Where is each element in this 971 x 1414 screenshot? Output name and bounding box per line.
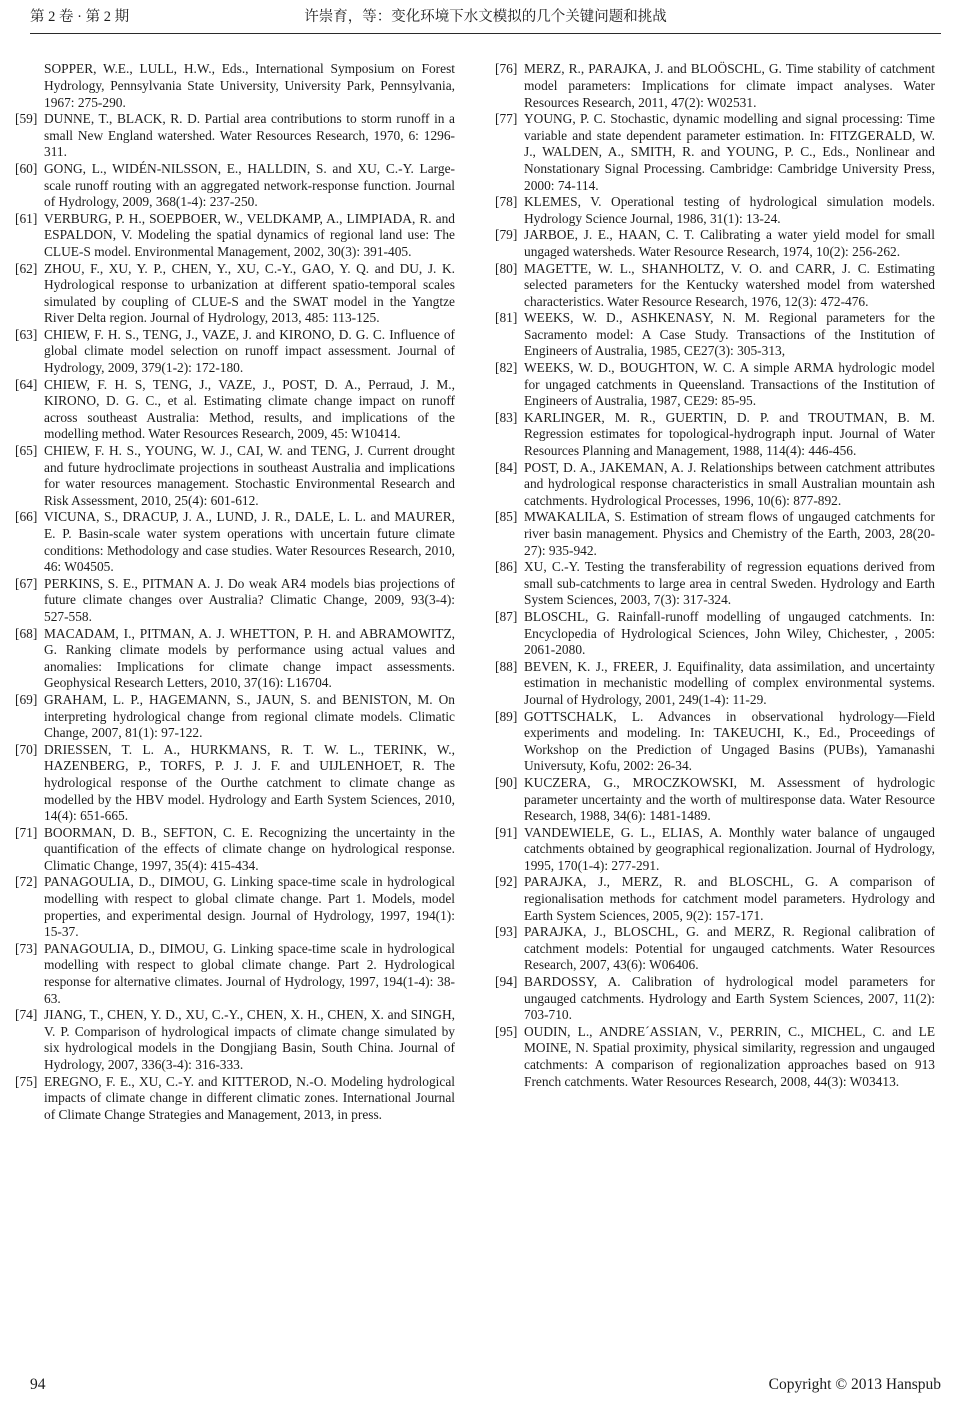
reference-item: [15, 261, 455, 327]
reference-item: [15, 111, 455, 161]
reference-text: DRIESSEN, T. L. A., HURKMANS, R. T. W. L., TERINK, W., HAZENBERG, P., TORFS, P. J. J. F. and UIJLENHOET, R. The hydrological response of the Ourthe catchment to climate change as modelled by the HBV model. Hydrology and Earth System Sciences, 2010, 14(4): 651-665.: [44, 741, 455, 824]
reference-number: [65]: [15, 443, 38, 459]
reference-text: PARAJKA, J., BLOSCHL, G. and MERZ, R. Regional calibration of catchment models: Potential for ungauged catchments. Water Resources Research, 2007, 43(6): W06406.: [524, 924, 935, 973]
reference-number: [78]: [495, 194, 518, 210]
reference-text: XU, C.-Y. Testing the transferability of regression equations derived from small sub-catchments to large area in central Sweden. Hydrology and Earth System Sciences, 2003, 7(3): 317-324.: [524, 559, 935, 608]
reference-text: KUCZERA, G., MROCZKOWSKI, M. Assessment of hydrologic parameter uncertainty and the worth of multiresponse data. Water Resource Research, 1988, 34(6): 1481-1489.: [524, 774, 935, 824]
reference-text: CHIEW, F. H. S., TENG, J., VAZE, J. and KIRONO, D. G. C. Influence of global climate model selection on runoff impact assessment. Journal of Hydrology, 2009, 379(1-2): 172-180.: [44, 326, 455, 376]
reference-item: [495, 659, 935, 709]
reference-number: [80]: [495, 260, 518, 276]
reference-item: [15, 377, 455, 443]
reference-item: [495, 61, 935, 111]
reference-text: YOUNG, P. C. Stochastic, dynamic modelling and signal processing: Time variable and state dependent parameter estimation. In: FITZGERALD, W. J., WALDEN, A., SMITH, R. and YOUNG, P. C., Eds., Nonlinear and Nonstationary Signal Processing. Cambridge: Cambridge University Press, 2000: 74-114.: [524, 111, 935, 193]
reference-item: [15, 327, 455, 377]
reference-number: [75]: [15, 1073, 38, 1089]
reference-item: [495, 775, 935, 825]
reference-number: [76]: [495, 61, 518, 77]
reference-item: [495, 410, 935, 460]
reference-number: [72]: [15, 874, 38, 890]
reference-text: PERKINS, S. E., PITMAN A. J. Do weak AR4 models bias projections of future climate changes over Australia? Climatic Change, 2009, 93(3-4): 527-558.: [44, 575, 455, 624]
reference-item: [15, 509, 455, 575]
reference-text: BARDOSSY, A. Calibration of hydrological model parameters for ungauged catchments. Hydrology and Earth System Sciences, 2007, 11(2): 703-710.: [524, 974, 935, 1023]
reference-text: GOTTSCHALK, L. Advances in observational hydrology—Field experiments and modeling. In: TAKEUCHI, K., Ed., Proceedings of Workshop on the Prediction of Ungaged Basins (PUBs), Yamanashi Universuty, Kofu, 2002: 26-34.: [524, 708, 935, 774]
reference-item: [15, 443, 455, 509]
reference-number: [67]: [15, 575, 38, 591]
reference-number: [73]: [15, 940, 38, 956]
reference-text: JARBOE, J. E., HAAN, C. T. Calibrating a water yield model for small ungaged watersheds. Water Resource Research, 1974, 10(2): 256-262.: [524, 227, 935, 259]
reference-number: [86]: [495, 559, 518, 575]
reference-text: ZHOU, F., XU, Y. P., CHEN, Y., XU, C.-Y., GAO, Y. Q. and DU, J. K. Hydrological response to urbanization at different spatio-temporal scales simulated by coupling of CLUE-S and the SWAT model in the Yangtze River Delta region. Journal of Hydrology, 2013, 485: 113-125.: [44, 260, 455, 326]
reference-text: KLEMES, V. Operational testing of hydrological simulation models. Hydrology Science Journal, 1986, 31(1): 13-24.: [524, 194, 935, 226]
reference-number: [71]: [15, 824, 38, 840]
reference-item: [15, 211, 455, 261]
reference-number: [89]: [495, 708, 518, 724]
reference-number: [84]: [495, 459, 518, 475]
reference-item: [495, 360, 935, 410]
reference-text: MAGETTE, W. L., SHANHOLTZ, V. O. and CARR, J. C. Estimating selected parameters for the Kentucky watershed model from watershed characteristics. Water Resource Research, 1976, 12(3): 472-476.: [524, 260, 935, 309]
references-right-column: [495, 61, 935, 1123]
reference-item: [15, 825, 455, 875]
reference-number: [95]: [495, 1023, 518, 1039]
reference-item: [495, 709, 935, 775]
reference-item: [495, 310, 935, 360]
reference-text: BOORMAN, D. B., SEFTON, C. E. Recognizing the uncertainty in the quantification of the effects of climate change on hydrological response. Climatic Change, 1997, 35(4): 415-434.: [44, 824, 455, 873]
journal-issue: 第 2 卷 · 第 2 期: [30, 9, 130, 25]
reference-text: BLOSCHL, G. Rainfall-runoff modelling of ungauged catchments. In: Encyclopedia of Hydrological Sciences, John Wiley, Chichester, , 2005: 2061-2080.: [524, 608, 935, 658]
reference-number: [74]: [15, 1007, 38, 1023]
page-footer: [30, 1376, 941, 1394]
reference-text: POST, D. A., JAKEMAN, A. J. Relationships between catchment attributes and hydrological response characteristics in small Australian mountain ash catchments. Hydrological Processes, 1996, 10(6): 877-892.: [524, 459, 935, 508]
reference-item: [495, 1024, 935, 1090]
reference-item: [495, 261, 935, 311]
reference-item: [495, 874, 935, 924]
reference-text: VANDEWIELE, G. L., ELIAS, A. Monthly water balance of ungauged catchments obtained by geographical regionalization. Journal of Hydrology, 1995, 170(1-4): 277-291.: [524, 824, 935, 873]
reference-text: CHIEW, F. H. S, TENG, J., VAZE, J., POST, D. A., Perraud, J. M., KIRONO, D. G. C., et al. Estimating climate change impact on runoff across southeast Australia: Method, results, and implications of the modelling method. Water Resources Research, 2009, 45: W10414.: [44, 376, 455, 442]
reference-number: [66]: [15, 509, 38, 525]
reference-number: [60]: [15, 160, 38, 176]
reference-text: WEEKS, W. D., ASHKENASY, N. M. Regional parameters for the Sacramento model: A Case Study. Transactions of the Institution of Engineers of Australia, 1985, CE27(3): 305-313,: [524, 310, 935, 359]
reference-number: [92]: [495, 874, 518, 890]
reference-text: WEEKS, W. D., BOUGHTON, W. C. A simple ARMA hydrologic model for ungaged catchments in Queensland. Transactions of the Institution of Engineers of Australia, 1987, CE29: 85-95.: [524, 360, 935, 409]
reference-item: [495, 460, 935, 510]
reference-item: [15, 742, 455, 825]
reference-text: VICUNA, S., DRACUP, J. A., LUND, J. R., DALE, L. L. and MAURER, E. P. Basin-scale water system operations with uncertain future climate conditions: Methodology and case studies. Water Resources Research, 2010, 46: W04505.: [44, 509, 455, 575]
reference-number: [77]: [495, 111, 518, 127]
reference-text: CHIEW, F. H. S., YOUNG, W. J., CAI, W. and TENG, J. Current drought and future hydroclimate projections in southeast Australia and implications for water resources management. Stochastic Environmental Research and Risk Assessment, 2010, 25(4): 601-612.: [44, 443, 455, 508]
reference-item: [495, 194, 935, 227]
reference-number: [79]: [495, 227, 518, 243]
reference-number: [63]: [15, 326, 38, 342]
reference-text: BEVEN, K. J., FREER, J. Equifinality, data assimilation, and uncertainty estimation in mechanistic modelling of complex environmental systems. Journal of Hydrology, 2001, 249(1-4): 11-29.: [524, 658, 935, 707]
reference-number: [70]: [15, 741, 38, 757]
reference-item: [15, 1007, 455, 1073]
reference-text: VERBURG, P. H., SOEPBOER, W., VELDKAMP, A., LIMPIADA, R. and ESPALDON, V. Modeling the spatial dynamics of regional land use: The CLUE-S model. Environmental Management, 2002, 30(3): 391-405.: [44, 210, 455, 259]
reference-number: [59]: [15, 111, 38, 127]
reference-text: MWAKALILA, S. Estimation of stream flows of ungauged catchments for river basin management. Physics and Chemistry of the Earth, 2003, 28(20-27): 935-942.: [524, 509, 935, 558]
reference-text: GONG, L., WIDÉN-NILSSON, E., HALLDIN, S. and XU, C.-Y. Large-scale runoff routing with an aggregated network-response function. Journal of Hydrology, 2009, 368(1-4): 237-250.: [44, 160, 455, 210]
reference-item: [15, 161, 455, 211]
reference-item: [15, 941, 455, 1007]
reference-number: [81]: [495, 310, 518, 326]
copyright-notice: Copyright © 2013 Hanspub: [768, 1376, 941, 1393]
reference-number: [62]: [15, 260, 38, 276]
reference-number: [69]: [15, 691, 38, 707]
reference-item: [15, 1074, 455, 1124]
reference-number: [61]: [15, 210, 38, 226]
reference-item: [15, 874, 455, 940]
reference-text: PARAJKA, J., MERZ, R. and BLOSCHL, G. A comparison of regionalisation methods for catchment model parameters. Hydrology and Earth System Sciences, 2005, 9(2): 157-171.: [524, 874, 935, 923]
reference-text: GRAHAM, L. P., HAGEMANN, S., JAUN, S. and BENISTON, M. On interpreting hydrological change from regional climate models. Climatic Change, 2007, 81(1): 97-122.: [44, 691, 455, 741]
reference-item: [15, 626, 455, 692]
reference-text: MACADAM, I., PITMAN, A. J. WHETTON, P. H. and ABRAMOWITZ, G. Ranking climate models by performance using actual values and anomalies: Implications for climate change impact assessments. Geophysical Research Letters, 2010, 37(16): L16704.: [44, 625, 455, 691]
reference-number: [82]: [495, 360, 518, 376]
page-number: 94: [30, 1376, 46, 1393]
running-title: 许崇育，等：变化环境下水文模拟的几个关键问题和挑战: [304, 9, 667, 25]
reference-text: SOPPER, W.E., LULL, H.W., Eds., International Symposium on Forest Hydrology, Pennsylvania State University, University Park, Pennsylvania, 1967: 275-290.: [44, 61, 455, 110]
reference-item: [15, 576, 455, 626]
reference-number: [90]: [495, 774, 518, 790]
references-section: [0, 34, 971, 1123]
reference-number: [91]: [495, 824, 518, 840]
reference-number: [94]: [495, 974, 518, 990]
reference-item: [495, 559, 935, 609]
reference-text: MERZ, R., PARAJKA, J. and BLOÖSCHL, G. Time stability of catchment model parameters: Implications for climate impact analyses. Water Resources Research, 2011, 47(2): W02531.: [524, 61, 935, 110]
reference-number: [87]: [495, 608, 518, 624]
reference-text: PANAGOULIA, D., DIMOU, G. Linking space-time scale in hydrological modelling with respect to global climate change. Part 2. Hydrological response for alternative climates. Journal of Hydrology, 1997, 194(1-4): 38-63.: [44, 940, 455, 1006]
reference-item: [495, 509, 935, 559]
reference-number: [93]: [495, 924, 518, 940]
reference-item: [495, 974, 935, 1024]
reference-text: EREGNO, F. E., XU, C.-Y. and KITTEROD, N.-O. Modeling hydrological impacts of climate change in different climatic zones. International Journal of Climate Change Strategies and Management, 2013, in press.: [44, 1073, 455, 1122]
reference-text: JIANG, T., CHEN, Y. D., XU, C.-Y., CHEN, X. H., CHEN, X. and SINGH, V. P. Comparison of hydrological impacts of climate change simulated by six hydrological models in the Dongjiang Basin, South China. Journal of Hydrology, 2007, 336(3-4): 316-333.: [44, 1007, 455, 1073]
reference-item: [495, 111, 935, 194]
reference-number: [88]: [495, 658, 518, 674]
reference-item: [15, 692, 455, 742]
reference-item: [15, 61, 455, 111]
reference-text: DUNNE, T., BLACK, R. D. Partial area contributions to storm runoff in a small New England watershed. Water Resources Research, 1970, 6: 1296-311.: [44, 111, 455, 160]
page-header: [30, 0, 941, 34]
reference-item: [495, 609, 935, 659]
reference-item: [495, 924, 935, 974]
reference-number: [85]: [495, 509, 518, 525]
reference-number: [64]: [15, 376, 38, 392]
reference-text: OUDIN, L., ANDRE´ASSIAN, V., PERRIN, C., MICHEL, C. and LE MOINE, N. Spatial proximity, physical similarity, regression and ungauged catchments: A comparison of regionalization approaches based on 913 French catchments. Water Resources Research, 2008, 44(3): W03413.: [524, 1023, 935, 1089]
references-left-column: [15, 61, 455, 1123]
reference-number: [83]: [495, 409, 518, 425]
reference-text: KARLINGER, M. R., GUERTIN, D. P. and TROUTMAN, B. M. Regression estimates for topological-hydrograph input. Journal of Water Resources Planning and Management, 1988, 114(4): 446-456.: [524, 409, 935, 459]
reference-number: [68]: [15, 625, 38, 641]
reference-text: PANAGOULIA, D., DIMOU, G. Linking space-time scale in hydrological modelling with respect to global climate change. Part 1. Models, model properties, and experimental design. Journal of Hydrology, 1997, 194(1): 15-37.: [44, 874, 455, 940]
reference-item: [495, 227, 935, 260]
reference-item: [495, 825, 935, 875]
